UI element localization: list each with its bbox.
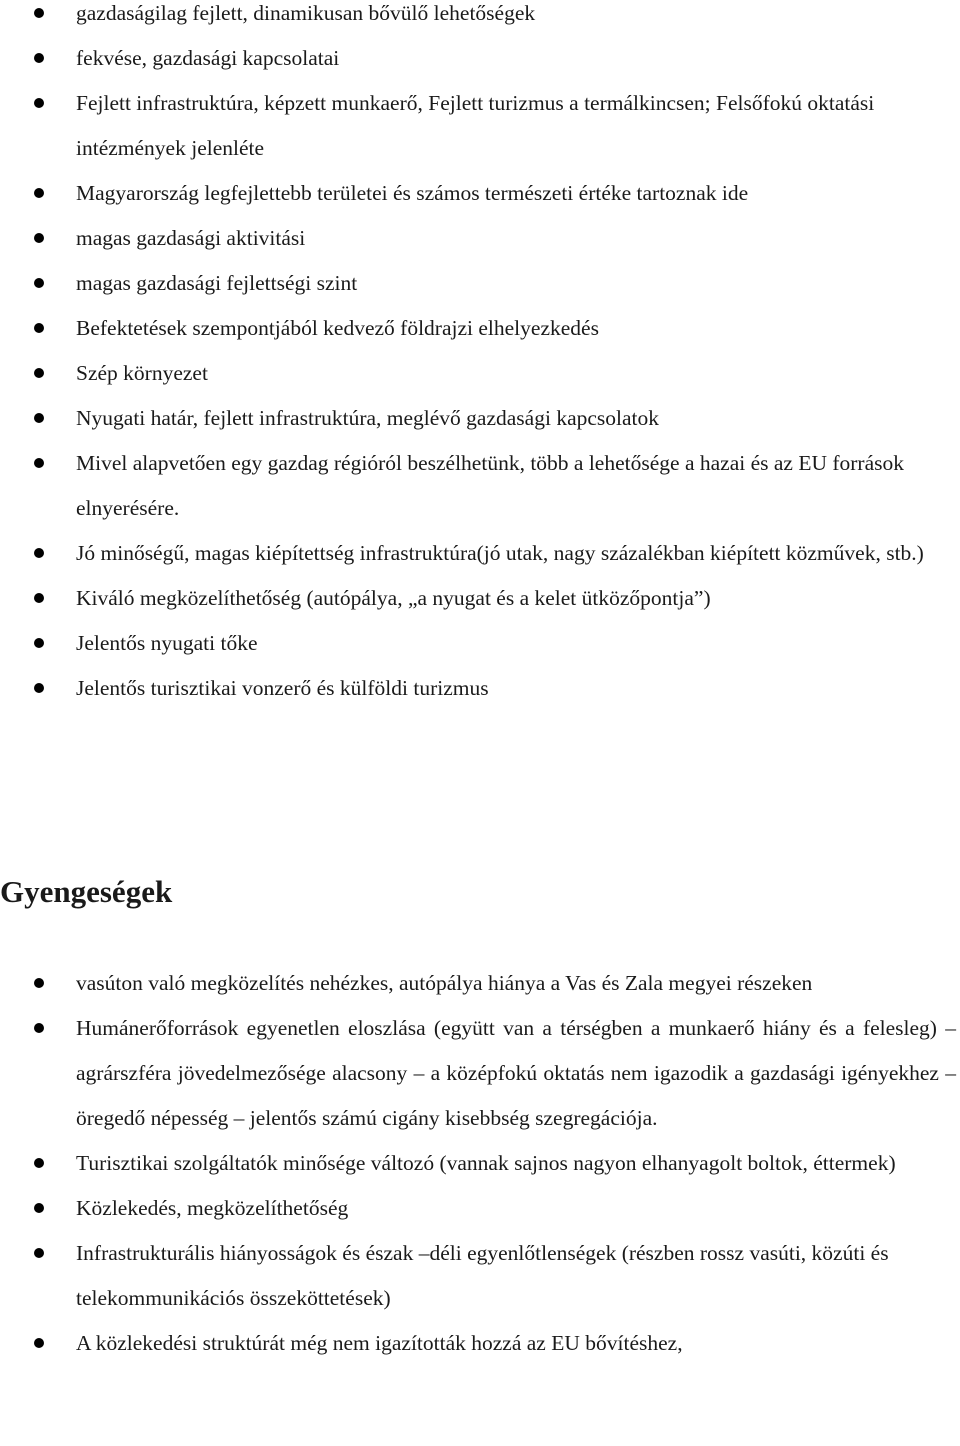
bullet-icon xyxy=(34,638,44,648)
list-item-text: Közlekedés, megközelíthetőség xyxy=(76,1196,349,1220)
list-item-text: gazdaságilag fejlett, dinamikusan bővülő lehetőségek xyxy=(76,1,536,25)
list-item xyxy=(0,351,960,396)
list-item-text: Infrastrukturális hiányosságok és észak –déli egyenlőtlenségek (részben rossz vasúti, közúti és telekommunikációs összeköttetések) xyxy=(76,1241,889,1310)
bullet-icon xyxy=(34,1158,44,1168)
bullet-icon xyxy=(34,593,44,603)
list-item xyxy=(0,621,960,666)
list-item-text: Jelentős nyugati tőke xyxy=(76,631,258,655)
section-heading-weaknesses: Gyengeségek xyxy=(0,874,173,909)
list-item-text: A közlekedési struktúrát még nem igazították hozzá az EU bővítéshez, xyxy=(76,1331,683,1355)
list-item xyxy=(0,1186,960,1231)
list-item xyxy=(0,1321,960,1366)
bullet-icon xyxy=(34,1023,44,1033)
bullet-icon xyxy=(34,1248,44,1258)
list-item xyxy=(0,171,960,216)
list-item-text: Mivel alapvetően egy gazdag régióról beszélhetünk, több a lehetősége a hazai és az EU források elnyerésére. xyxy=(76,451,905,520)
list-item-text: Szép környezet xyxy=(76,361,208,385)
bullet-icon xyxy=(34,683,44,693)
bullet-icon xyxy=(34,548,44,558)
bullet-icon xyxy=(34,1338,44,1348)
list-item xyxy=(0,531,960,576)
bullet-icon xyxy=(34,978,44,988)
list-item-text: Befektetések szempontjából kedvező földrajzi elhelyezkedés xyxy=(76,316,599,340)
bullet-icon xyxy=(34,233,44,243)
bullet-icon xyxy=(34,278,44,288)
list-item xyxy=(0,36,960,81)
list-item xyxy=(0,396,960,441)
bullet-icon xyxy=(34,53,44,63)
weaknesses-list xyxy=(0,961,960,1366)
list-item xyxy=(0,0,960,36)
bullet-icon xyxy=(34,323,44,333)
list-item-text: fekvése, gazdasági kapcsolatai xyxy=(76,46,340,70)
list-item-text: vasúton való megközelítés nehézkes, autópálya hiánya a Vas és Zala megyei részeken xyxy=(76,971,813,995)
list-item xyxy=(0,261,960,306)
list-item xyxy=(0,306,960,351)
list-item xyxy=(0,576,960,621)
list-item xyxy=(0,666,960,711)
list-item-text: Nyugati határ, fejlett infrastruktúra, meglévő gazdasági kapcsolatok xyxy=(76,406,660,430)
list-item xyxy=(0,1006,960,1141)
bullet-icon xyxy=(34,8,44,18)
list-item-text: Humánerőforrások egyenetlen eloszlása (együtt van a térségben a munkaerő hiány és a felesleg) – agrárszféra jövedelmezősége alacsony – a középfokú oktatás nem igazodik a gazdasági igényekhez – öregedő népesség – jelentős számú cigány kisebbség szegregációja. xyxy=(76,1016,956,1130)
bullet-icon xyxy=(34,368,44,378)
list-item-text: Kiváló megközelíthetőség (autópálya, „a nyugat és a kelet ütközőpontja”) xyxy=(76,586,711,610)
list-item-text: magas gazdasági fejlettségi szint xyxy=(76,271,358,295)
list-item xyxy=(0,441,960,531)
list-item-text: Jó minőségű, magas kiépítettség infrastruktúra(jó utak, nagy százalékban kiépített közművek, stb.) xyxy=(76,541,924,565)
strengths-list xyxy=(0,0,960,711)
list-item xyxy=(0,1141,960,1186)
list-item-text: Turisztikai szolgáltatók minősége változó (vannak sajnos nagyon elhanyagolt boltok, éttermek) xyxy=(76,1151,896,1175)
bullet-icon xyxy=(34,458,44,468)
list-item xyxy=(0,81,960,171)
list-item-text: magas gazdasági aktivitási xyxy=(76,226,306,250)
bullet-icon xyxy=(34,188,44,198)
list-item xyxy=(0,1231,960,1321)
list-item xyxy=(0,961,960,1006)
list-item-text: Fejlett infrastruktúra, képzett munkaerő, Fejlett turizmus a termálkincsen; Felsőfokú oktatási intézmények jelenléte xyxy=(76,91,875,160)
list-item-text: Jelentős turisztikai vonzerő és külföldi turizmus xyxy=(76,676,489,700)
list-item-text: Magyarország legfejlettebb területei és számos természeti értéke tartoznak ide xyxy=(76,181,749,205)
bullet-icon xyxy=(34,413,44,423)
bullet-icon xyxy=(34,1203,44,1213)
bullet-icon xyxy=(34,98,44,108)
list-item xyxy=(0,216,960,261)
